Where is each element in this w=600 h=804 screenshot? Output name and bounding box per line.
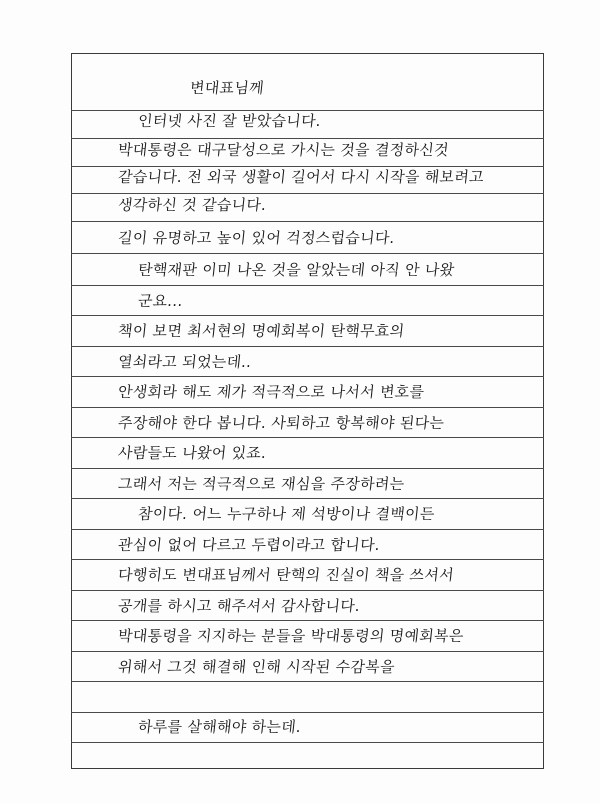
ruled-line xyxy=(71,529,544,530)
letter-line: 탄핵재판 이미 나온 것을 알았는데 아직 안 나왔 xyxy=(137,261,456,279)
salutation: 변대표님께 xyxy=(189,79,265,97)
ruled-line xyxy=(71,651,544,652)
ruled-line xyxy=(71,285,544,286)
ruled-line xyxy=(71,681,544,682)
ruled-line xyxy=(71,253,544,254)
letter-line: 공개를 하시고 해주셔서 감사합니다. xyxy=(117,597,362,615)
ruled-line xyxy=(71,590,544,591)
letter-line: 같습니다. 전 외국 생활이 길어서 다시 시작을 해보려고 xyxy=(117,168,485,186)
letter-line: 군요... xyxy=(137,292,184,310)
letter-line: 생각하신 것 같습니다. xyxy=(117,196,268,214)
ruled-line xyxy=(71,559,544,560)
letter-line: 길이 유명하고 높이 있어 걱정스럽습니다. xyxy=(117,229,396,247)
ruled-line xyxy=(71,346,544,347)
letter-line: 참이다. 어느 누구하나 제 석방이나 결백이든 xyxy=(137,505,436,523)
ruled-line xyxy=(71,468,544,469)
letter-line: 다행히도 변대표님께서 탄핵의 진실이 책을 쓰셔서 xyxy=(117,566,455,584)
ruled-line xyxy=(71,437,544,438)
letter-line: 열쇠라고 되었는데.. xyxy=(117,353,253,371)
ruled-line xyxy=(71,376,544,377)
ruled-line xyxy=(71,221,544,222)
ruled-line xyxy=(71,407,544,408)
letter-line: 안생회라 해도 제가 적극적으로 나서서 변호를 xyxy=(117,383,426,401)
ruled-line xyxy=(71,742,544,743)
ruled-line xyxy=(71,315,544,316)
letter-line: 인터넷 사진 잘 받았습니다. xyxy=(137,112,322,130)
letter-line: 위해서 그것 해결해 인해 시작된 수감복을 xyxy=(117,658,396,676)
letter-line: 박대통령은 대구달성으로 가시는 것을 결정하신것 xyxy=(117,141,450,159)
ruled-line xyxy=(71,620,544,621)
letter-line: 사람들도 나왔어 있죠. xyxy=(117,444,268,462)
ruled-line xyxy=(71,498,544,499)
letter-line: 책이 보면 최서현의 명예회복이 탄핵무효의 xyxy=(117,322,406,340)
letter-line: 그래서 저는 적극적으로 재심을 주장하려는 xyxy=(117,475,406,493)
letter-line: 하루를 살해해야 하는데. xyxy=(137,718,303,736)
letter-line: 관심이 없어 다르고 두렵이라고 합니다. xyxy=(117,536,381,554)
letter-line: 박대통령을 지지하는 분들을 박대통령의 명예회복은 xyxy=(117,627,465,645)
letter-line: 주장해야 한다 봅니다. 사퇴하고 항복해야 된다는 xyxy=(117,414,446,432)
